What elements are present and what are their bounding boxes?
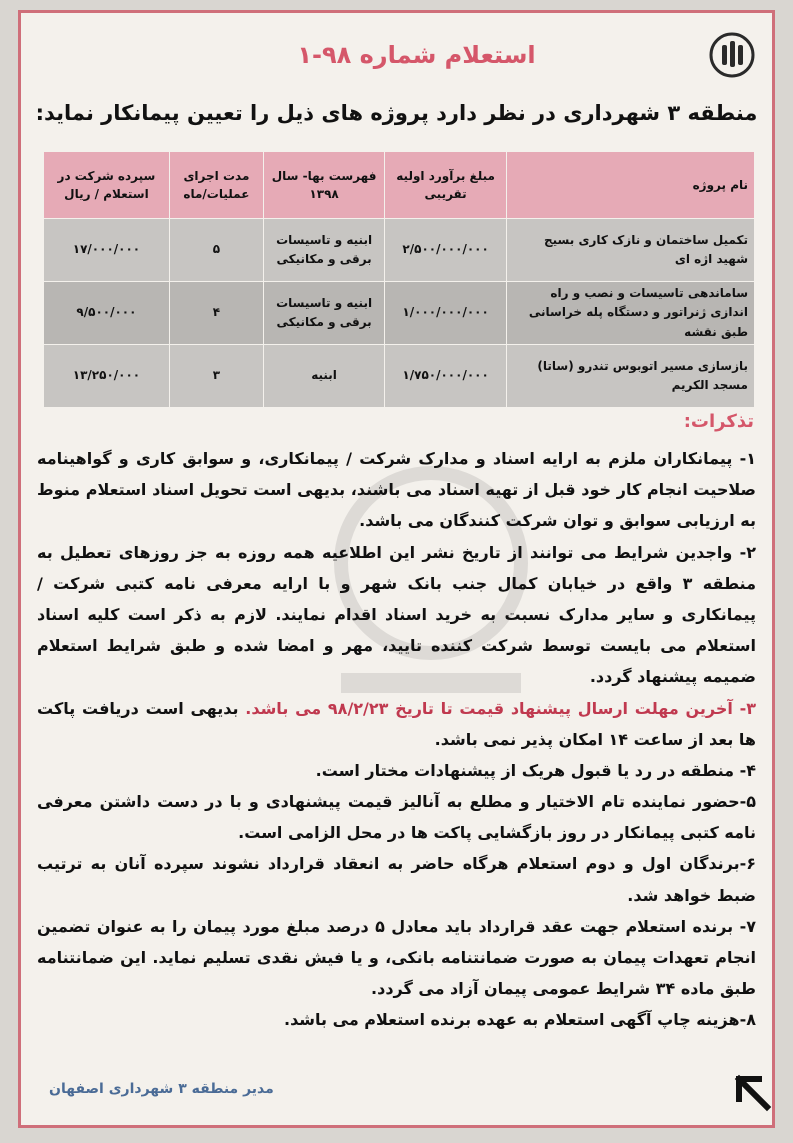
signature: مدیر منطقه ۳ شهرداری اصفهان (49, 1081, 274, 1097)
cell-duration: ۵ (169, 219, 263, 282)
cell-price-list: ابنیه (263, 345, 384, 408)
projects-table (43, 151, 755, 408)
announcement-frame (18, 10, 775, 1128)
cell-estimate: ۱/۰۰۰/۰۰۰/۰۰۰ (385, 282, 507, 345)
cell-price-list: ابنیه و تاسیسات برقی و مکانیکی (263, 219, 384, 282)
announcement-title: استعلام شماره ۹۸-۱ (297, 41, 536, 69)
table-row (44, 219, 755, 282)
cell-estimate: ۱/۷۵۰/۰۰۰/۰۰۰ (385, 345, 507, 408)
headline: منطقه ۳ شهرداری در نظر دارد پروژه های ذیل را تعیین پیمانکار نماید: (35, 101, 758, 125)
note-1: ۱- پیمانکاران ملزم به ارایه اسناد و مدارک شرکت / پیمانکاری، و سوابق کاری و گواهینامه صلاحیت انجام کار خود قبل از تهیه اسناد می باشند، بدیهی است تحویل اسناد استعلام منوط به ارزیابی سوابق و توان شرکت کنندگان می باشد. (37, 449, 756, 531)
cell-deposit: ۱۳/۲۵۰/۰۰۰ (44, 345, 170, 408)
cell-project-name: ساماندهی تاسیسات و نصب و راه اندازی ژنراتور و دستگاه پله خراسانی طبق نقشه (507, 282, 755, 345)
municipality-logo-icon (708, 31, 756, 79)
header-price-list: فهرست بها- سال ۱۳۹۸ (263, 152, 384, 219)
arrow-icon (733, 1073, 773, 1113)
table-row (44, 282, 755, 345)
cell-project-name: بازسازی مسیر اتوبوس تندرو (ساتا) مسجد الکریم (507, 345, 755, 408)
cell-duration: ۳ (169, 345, 263, 408)
note-3 (37, 693, 756, 755)
cell-project-name: تکمیل ساختمان و نازک کاری بسیج شهید اژه ای (507, 219, 755, 282)
note-7: ۷- برنده استعلام جهت عقد قرارداد باید معادل ۵ درصد مبلغ مورد پیمان را به عنوان تضمین انجام تعهدات پیمان به صورت ضمانتنامه بانکی، و یا فیش نقدی تسلیم نماید. این ضمانتنامه طبق ماده ۳۴ شرایط عمومی پیمان آزاد می گردد. (37, 916, 756, 999)
cell-estimate: ۲/۵۰۰/۰۰۰/۰۰۰ (385, 219, 507, 282)
cell-duration: ۴ (169, 282, 263, 345)
note-4: ۴- منطقه در رد یا قبول هریک از پیشنهادات مختار است. (315, 760, 756, 780)
header-deposit: سپرده شرکت در استعلام / ریال (44, 152, 170, 219)
note-2: ۲- واجدین شرایط می توانند از تاریخ نشر این اطلاعیه همه روزه به جز روزهای تعطیل به منطقه ۳ واقع در خیابان کمال جنب بانک شهر و با ارایه معرفی نامه کتبی شرکت / پیمانکاری و سایر مدارک نسبت به خرید اسناد اقدام نمایند. لازم به ذکر است کلیه اسناد استعلام می بایست توسط شرکت کننده تایید، مهر و امضا شده و طبق شرایط استعلام ضمیمه پیشنهاد گردد. (37, 542, 756, 687)
table-row (44, 345, 755, 408)
header-project-name: نام پروژه (507, 152, 755, 219)
table-header-row (44, 152, 755, 219)
cell-deposit: ۱۷/۰۰۰/۰۰۰ (44, 219, 170, 282)
note-3-rest: بدیهی است دریافت پاکت ها بعد از ساعت ۱۴ امکان پذیر نمی باشد. (37, 698, 756, 749)
notes-list (37, 443, 756, 1036)
header-duration: مدت اجرای عملیات/ماه (169, 152, 263, 219)
cell-price-list: ابنیه و تاسیسات برقی و مکانیکی (263, 282, 384, 345)
note-5: ۵-حضور نماینده تام الاختیار و مطلع به آنالیز قیمت پیشنهادی و با در دست داشتن معرفی نامه کتبی پیمانکار در روز بازگشایی پاکت ها در محل الزامی است. (37, 792, 756, 843)
cell-deposit: ۹/۵۰۰/۰۰۰ (44, 282, 170, 345)
note-3-deadline: ۳- آخرین مهلت ارسال پیشنهاد قیمت تا تاریخ ۹۸/۲/۲۳ می باشد. (245, 698, 756, 718)
header-estimate: مبلغ برآورد اولیه تقریبی (385, 152, 507, 219)
note-6: ۶-برندگان اول و دوم استعلام هرگاه حاضر به انعقاد قرارداد نشوند سپرده آنان به ترتیب ضبط خواهد شد. (37, 854, 756, 905)
note-8: ۸-هزینه چاپ آگهی استعلام به عهده برنده استعلام می باشد. (283, 1010, 756, 1030)
notes-title: تذکرات: (683, 411, 754, 432)
